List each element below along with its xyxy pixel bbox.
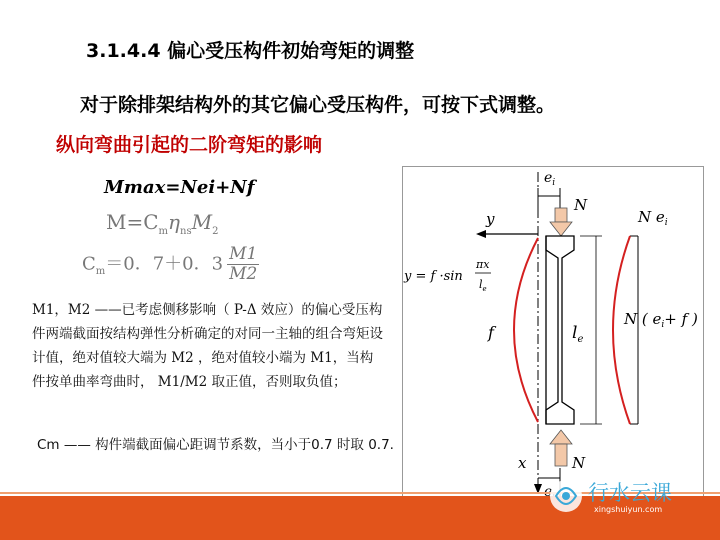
formula-m-sub-m: m [158,226,169,237]
column-outline [546,236,574,424]
formula-cm-lhs: C [82,253,96,275]
formula-cm-fraction [227,245,259,284]
y-axis-arrowhead [476,230,486,238]
intro-text: 对于除排架结构外的其它偏心受压构件，可按下式调整。 [80,94,556,116]
x-label: x [518,454,527,472]
bottom-arrow-shaft [555,444,567,466]
y-label: y [486,210,495,228]
logo-text: 行水云课 [588,481,672,505]
Nei-label: N $e_i$ [638,208,668,228]
logo-dot-icon [562,492,570,500]
formula-m-eta: η [168,210,181,234]
watermark-logo [548,476,718,516]
fraction-denominator: M2 [229,264,258,284]
formula-m-sub-2: 2 [212,226,219,237]
formula-m-m2: M [191,210,213,234]
column-diagram [402,166,704,508]
le-label: $l_e$ [572,323,584,345]
formula-cm [82,245,259,284]
moment-curve [613,236,630,424]
formula-m-sub-ns: ns [180,226,192,237]
section-title: 3.1.4.4 偏心受压构件初始弯矩的调整 [86,40,415,62]
bottom-arrow-head [550,430,572,444]
N-top-label: N [574,196,588,214]
logo-url: xingshuiyun.com [594,505,663,514]
equation-denominator: $l_e$ [479,278,487,293]
equation-numerator: πx [476,258,490,271]
fraction-numerator: M1 [229,244,258,264]
f-label: f [488,323,494,342]
m1-m2-description: M1，M2 ——已考虑侧移影响（ P-Δ 效应）的偏心受压构件两端截面按结构弹性分析确定的对同一主轴的组合弯矩设计值，绝对值较大端为 M2 ，绝对值较小端为 M1，当构件按单曲率弯曲时， M1/M2 取正值，否则取负值； [32,302,383,390]
cm-description: Cm —— 构件端截面偏心距调节系数，当小于0.7 时取 0.7. [37,437,394,453]
deflection-curve [514,238,538,422]
ei-top-label: $e_i$ [544,170,556,188]
Nf-label: N ( $e_i+ f$ ) [624,310,698,330]
formula-cm-rest: ＝0．7＋0．3 [105,253,224,275]
top-arrow-shaft [555,208,567,222]
formula-mmax: Mmax=Nei+Nf [104,177,255,198]
formula-m [106,210,218,237]
top-arrow-head [550,222,572,236]
formula-cm-sub: m [95,266,106,278]
deflection-equation: y = f ·sin [404,269,463,284]
subheading: 纵向弯曲引起的二阶弯矩的影响 [56,134,323,156]
moment-ends [630,236,638,424]
N-bottom-label: N [572,454,586,472]
formula-m-lhs: M=C [106,210,159,234]
